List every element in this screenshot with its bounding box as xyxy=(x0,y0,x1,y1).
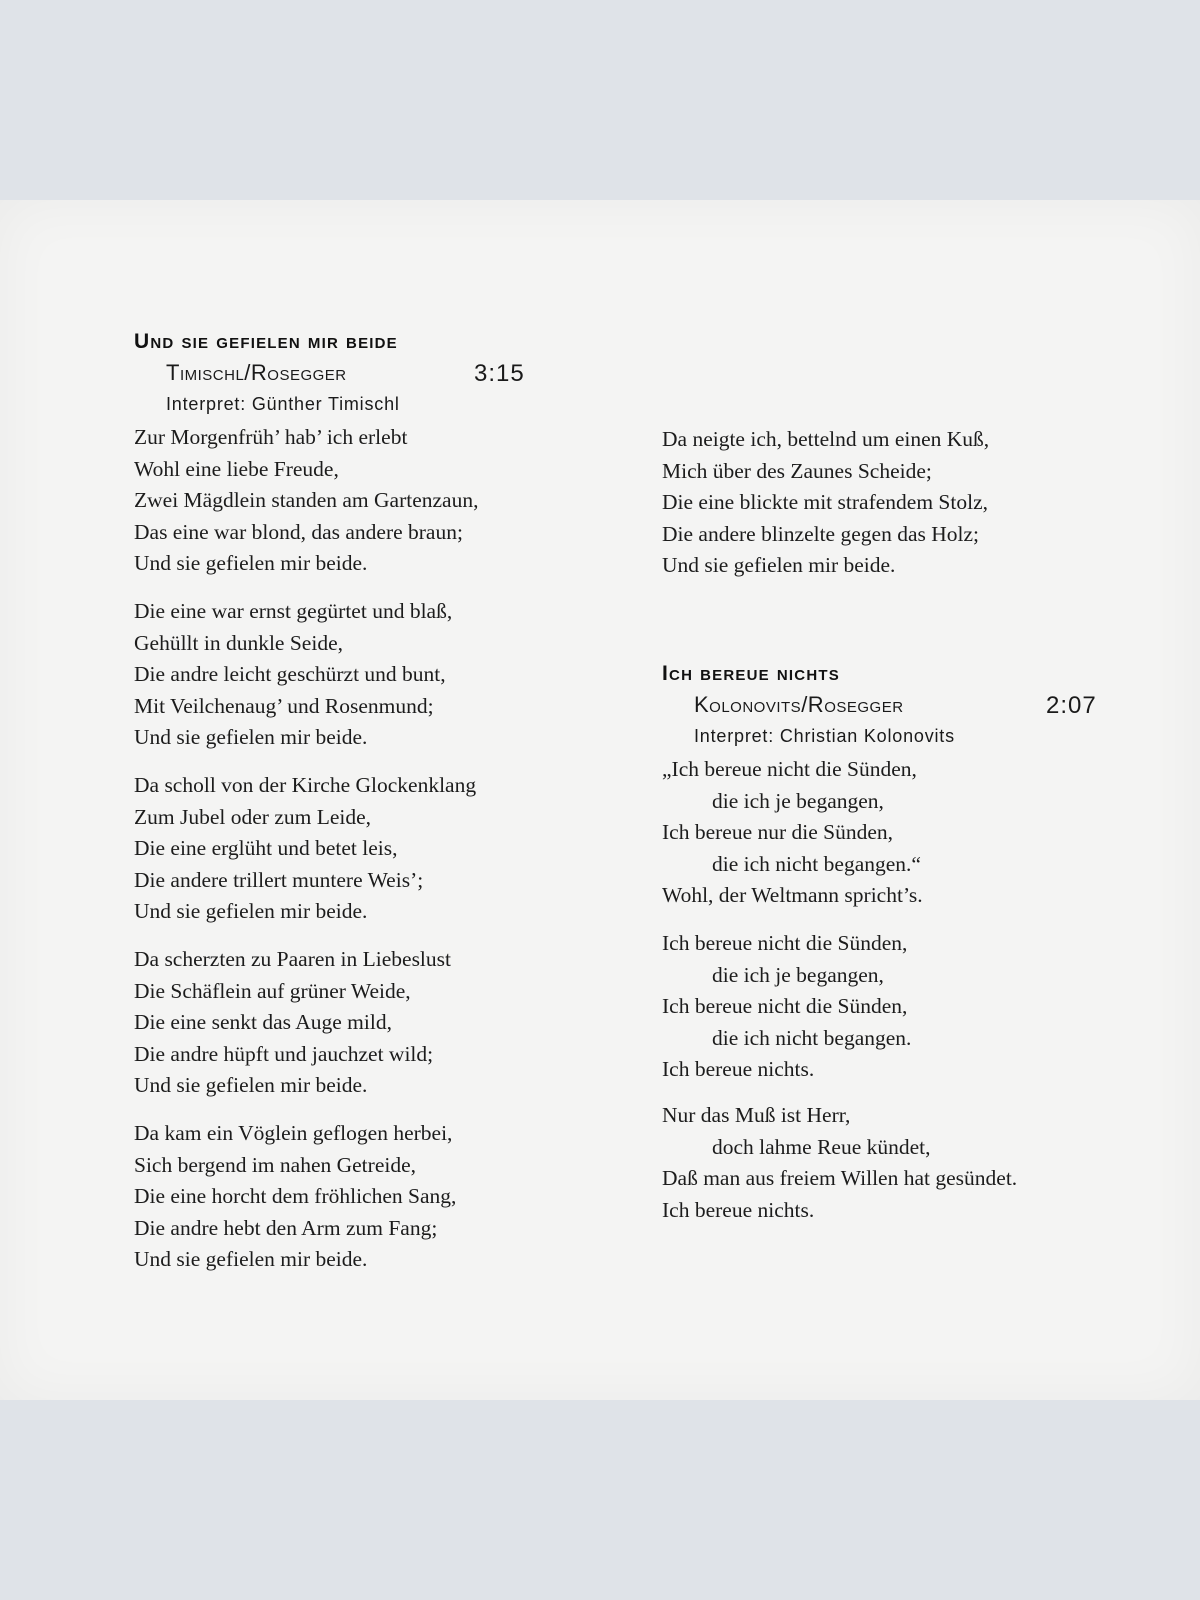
verse-line: Da neigte ich, bettelnd um einen Kuß, xyxy=(662,427,990,451)
verse-line: „Ich bereue nicht die Sünden, xyxy=(662,757,917,781)
stanza xyxy=(662,928,911,1086)
verse-line: die ich nicht begangen. xyxy=(712,1025,912,1050)
song-duration: 2:07 xyxy=(1046,692,1097,719)
verse-line: Die Schäflein auf grüner Weide, xyxy=(134,978,411,1003)
song-interpret: Interpret: Christian Kolonovits xyxy=(694,726,955,746)
verse-line: Und sie gefielen mir beide. xyxy=(134,1073,368,1097)
verse-line: Und sie gefielen mir beide. xyxy=(134,899,368,923)
song-duration: 3:15 xyxy=(474,360,525,387)
stanza xyxy=(134,422,478,580)
song-interpret: Interpret: Günther Timischl xyxy=(166,394,400,414)
song-credits: Timischl/Rosegger xyxy=(166,360,347,385)
verse-line: Die andere blinzelte gegen das Holz; xyxy=(662,521,979,546)
verse-line: Die andre hüpft und jauchzet wild; xyxy=(134,1041,434,1066)
verse-line: doch lahme Reue kündet, xyxy=(712,1134,931,1159)
stanza xyxy=(662,1100,1017,1226)
verse-line: Die andre hebt den Arm zum Fang; xyxy=(134,1215,438,1240)
verse-line: Die eine war ernst gegürtet und blaß, xyxy=(134,599,453,623)
verse-line: Ich bereue nichts. xyxy=(662,1057,815,1081)
verse-line: Zur Morgenfrüh’ hab’ ich erlebt xyxy=(134,425,408,449)
verse-line: Und sie gefielen mir beide. xyxy=(134,1247,368,1271)
stanza xyxy=(134,944,451,1102)
verse-line: Da kam ein Vöglein geflogen herbei, xyxy=(134,1121,453,1145)
verse-line: Die eine senkt das Auge mild, xyxy=(134,1010,392,1034)
verse-line: Die andere trillert muntere Weis’; xyxy=(134,867,424,892)
verse-line: Sich bergend im nahen Getreide, xyxy=(134,1152,416,1177)
verse-line: Nur das Muß ist Herr, xyxy=(662,1103,851,1127)
stanza xyxy=(662,754,923,912)
stanza xyxy=(134,1118,456,1276)
verse-line: Ich bereue nur die Sünden, xyxy=(662,820,894,844)
verse-line: die ich je begangen, xyxy=(712,962,884,987)
verse-line: Ich bereue nicht die Sünden, xyxy=(662,994,908,1018)
verse-line: Die eine blickte mit strafendem Stolz, xyxy=(662,490,988,514)
verse-line: Die eine erglüht und betet leis, xyxy=(134,836,398,860)
verse-line: Die andre leicht geschürzt und bunt, xyxy=(134,662,446,686)
song-title: Ich bereue nichts xyxy=(662,662,840,685)
verse-line: Ich bereue nichts. xyxy=(662,1197,815,1222)
verse-line: Und sie gefielen mir beide. xyxy=(134,551,368,575)
song-credits: Kolonovits/Rosegger xyxy=(694,692,904,717)
verse-line: die ich nicht begangen.“ xyxy=(712,851,921,876)
stanza xyxy=(662,424,989,582)
verse-line: Zwei Mägdlein standen am Gartenzaun, xyxy=(134,488,479,512)
booklet-page xyxy=(0,200,1200,1400)
verse-line: Das eine war blond, das andere braun; xyxy=(134,519,463,544)
verse-line: Wohl, der Weltmann spricht’s. xyxy=(662,883,923,907)
verse-line: Daß man aus freiem Willen hat gesündet. xyxy=(662,1166,1018,1190)
verse-line: Zum Jubel oder zum Leide, xyxy=(134,804,372,829)
verse-line: Ich bereue nicht die Sünden, xyxy=(662,931,908,955)
verse-line: Mit Veilchenaug’ und Rosenmund; xyxy=(134,693,434,718)
verse-line: Gehüllt in dunkle Seide, xyxy=(134,630,343,655)
verse-line: Da scholl von der Kirche Glockenklang xyxy=(134,773,477,797)
song-title: Und sie gefielen mir beide xyxy=(134,330,398,353)
verse-line: Und sie gefielen mir beide. xyxy=(662,553,896,577)
verse-line: Mich über des Zaunes Scheide; xyxy=(662,458,932,483)
verse-line: Und sie gefielen mir beide. xyxy=(134,725,368,749)
verse-line: Da scherzten zu Paaren in Liebeslust xyxy=(134,947,451,971)
stanza xyxy=(134,770,476,928)
verse-line: Die eine horcht dem fröhlichen Sang, xyxy=(134,1184,457,1208)
verse-line: die ich je begangen, xyxy=(712,788,884,813)
stanza xyxy=(134,596,452,754)
verse-line: Wohl eine liebe Freude, xyxy=(134,456,339,481)
